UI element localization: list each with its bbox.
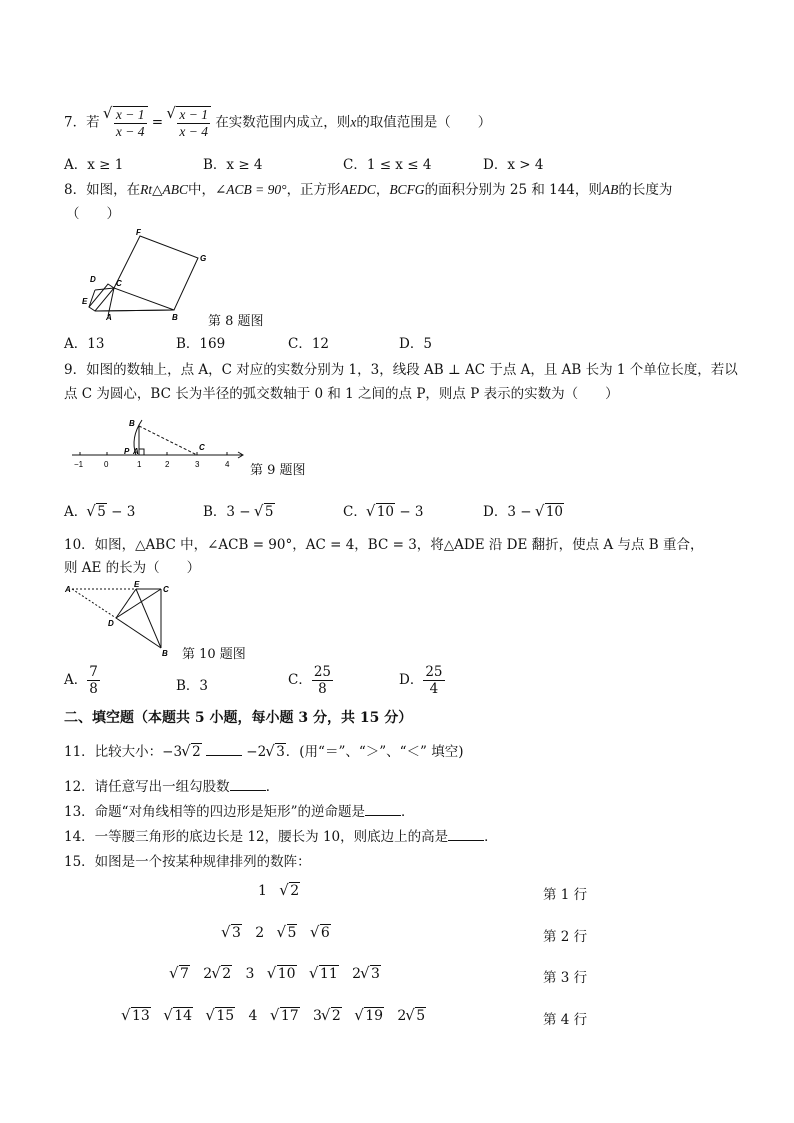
array-row-4: √ 13 √ 14 √ 15 4 √ 17 3√ 2 √ 19 2√ 5 [122, 1008, 426, 1024]
q9-axis-2: 2 [165, 460, 170, 469]
q9-label-p: P [124, 447, 130, 456]
array-row-3-label: 第 3 行 [543, 970, 588, 986]
q14: 14．一等腰三角形的底边长是 12，腰长为 10，则底边上的高是 ． [64, 829, 498, 845]
array-row-1-label: 第 1 行 [543, 887, 588, 903]
q8-paren: （ ） [66, 206, 120, 222]
q9-axis-n1: −1 [74, 460, 84, 469]
q11-answer-blank[interactable] [206, 743, 242, 756]
q10-figure [62, 580, 182, 658]
q9-figure [70, 414, 250, 472]
q8-label-e: E [82, 297, 88, 306]
q10-option-a[interactable]: A． $\frac{7}{8}$ [64, 664, 98, 697]
q10-line1: 10．如图，△ABC 中，∠ACB = 90°，AC = 4，BC = 3，将△ADE 沿 DE 翻折，使点 A 与点 B 重合， [64, 537, 704, 553]
q8-label-b: B [172, 313, 178, 322]
q13-answer-blank[interactable] [365, 803, 401, 816]
q8-option-c[interactable]: C．12 [288, 336, 330, 352]
q9-label-a: A [133, 447, 139, 456]
q10-label-e: E [134, 580, 140, 589]
array-row-4-label: 第 4 行 [543, 1012, 588, 1028]
q10-option-b[interactable]: B．3 [176, 678, 209, 694]
array-row-2: √ 3 2 √ 5 √ 6 [222, 925, 331, 941]
section-2-heading: 二、填空题（本题共 5 小题，每小题 3 分，共 15 分） [64, 710, 413, 726]
q9-axis-0: 0 [104, 460, 109, 469]
array-row-3: √ 7 2√ 2 3 √ 10 √ 11 2√ 3 [170, 966, 381, 982]
q12-answer-blank[interactable] [230, 778, 266, 791]
q15: 15．如图是一个按某种规律排列的数阵： [64, 854, 311, 870]
q10-label-b: B [162, 649, 168, 658]
q8-option-b[interactable]: B．169 [176, 336, 226, 352]
q14-answer-blank[interactable] [448, 828, 484, 841]
q7: 7．若 √ $\frac{x - 1}{x - 4}$ = √ $\frac{x - 1}{x - 4}$ 在实数范围内成立，则x的取值范围是（ ） [64, 106, 491, 140]
q8-stem: 8．如图，在Rt△ABC中，∠ACB = 90°，正方形AEDC，BCFG的面积分别为 25 和 144，则AB的长度为 [64, 182, 673, 198]
q9-axis-1: 1 [137, 460, 142, 469]
q9-line2: 点 C 为圆心，BC 长为半径的弧交数轴于 0 和 1 之间的点 P，则点 P 表示的实数为（ ） [64, 386, 619, 402]
q7-option-c[interactable]: C．1 ≤ x ≤ 4 [343, 157, 432, 173]
q8-figure [78, 226, 208, 324]
q9-caption: 第 9 题图 [250, 463, 306, 478]
q9-option-a[interactable]: A．√ 5 − 3 [64, 500, 135, 520]
q13: 13．命题“对角线相等的四边形是矩形”的逆命题是 ． [64, 804, 415, 820]
q9-axis-4: 4 [225, 460, 230, 469]
q7-radical-right: √ $\frac{x - 1}{x - 4}$ [167, 106, 211, 140]
q12: 12．请任意写出一组勾股数 ． [64, 779, 280, 795]
q9-option-c[interactable]: C．√ 10 − 3 [343, 500, 424, 520]
q9-option-b[interactable]: B．3 − √ 5 [203, 500, 275, 520]
q8-option-a[interactable]: A．13 [64, 336, 105, 352]
q10-option-c[interactable]: C． $\frac{25}{8}$ [288, 664, 332, 697]
q11: 11．比较大小：−3√ 2 −2√ 3．(用“＝”、“＞”、“＜” 填空) [64, 740, 464, 760]
q7-option-b[interactable]: B．x ≥ 4 [203, 157, 263, 173]
q9-label-b: B [129, 419, 135, 428]
q8-option-d[interactable]: D．5 [399, 336, 432, 352]
q7-option-a[interactable]: A．x ≥ 1 [64, 157, 124, 173]
q10-option-d[interactable]: D． $\frac{25}{4}$ [399, 664, 443, 697]
q10-line2: 则 AE 的长为（ ） [64, 560, 201, 576]
q7-radical-left: √ $\frac{x - 1}{x - 4}$ [104, 106, 148, 140]
q8-label-c: C [116, 279, 122, 288]
q8-label-d: D [90, 275, 96, 284]
array-row-2-label: 第 2 行 [543, 929, 588, 945]
q8-label-a: A [106, 313, 112, 322]
q9-option-d[interactable]: D．3 − √ 10 [483, 500, 564, 520]
q9-line1: 9．如图的数轴上，点 A，C 对应的实数分别为 1，3，线段 AB ⊥ AC 于点 A，且 AB 长为 1 个单位长度，若以 [64, 362, 738, 378]
q10-label-a: A [65, 585, 71, 594]
q9-axis-3: 3 [195, 460, 200, 469]
q10-label-d: D [108, 619, 114, 628]
q10-label-c: C [163, 585, 169, 594]
q8-label-f: F [136, 228, 141, 237]
q8-caption: 第 8 题图 [208, 314, 264, 329]
q7-option-d[interactable]: D．x > 4 [483, 157, 544, 173]
q9-label-c: C [199, 443, 205, 452]
array-row-1: 1 √ 2 [258, 883, 300, 899]
q8-label-g: G [200, 254, 207, 263]
q10-caption: 第 10 题图 [182, 647, 246, 662]
